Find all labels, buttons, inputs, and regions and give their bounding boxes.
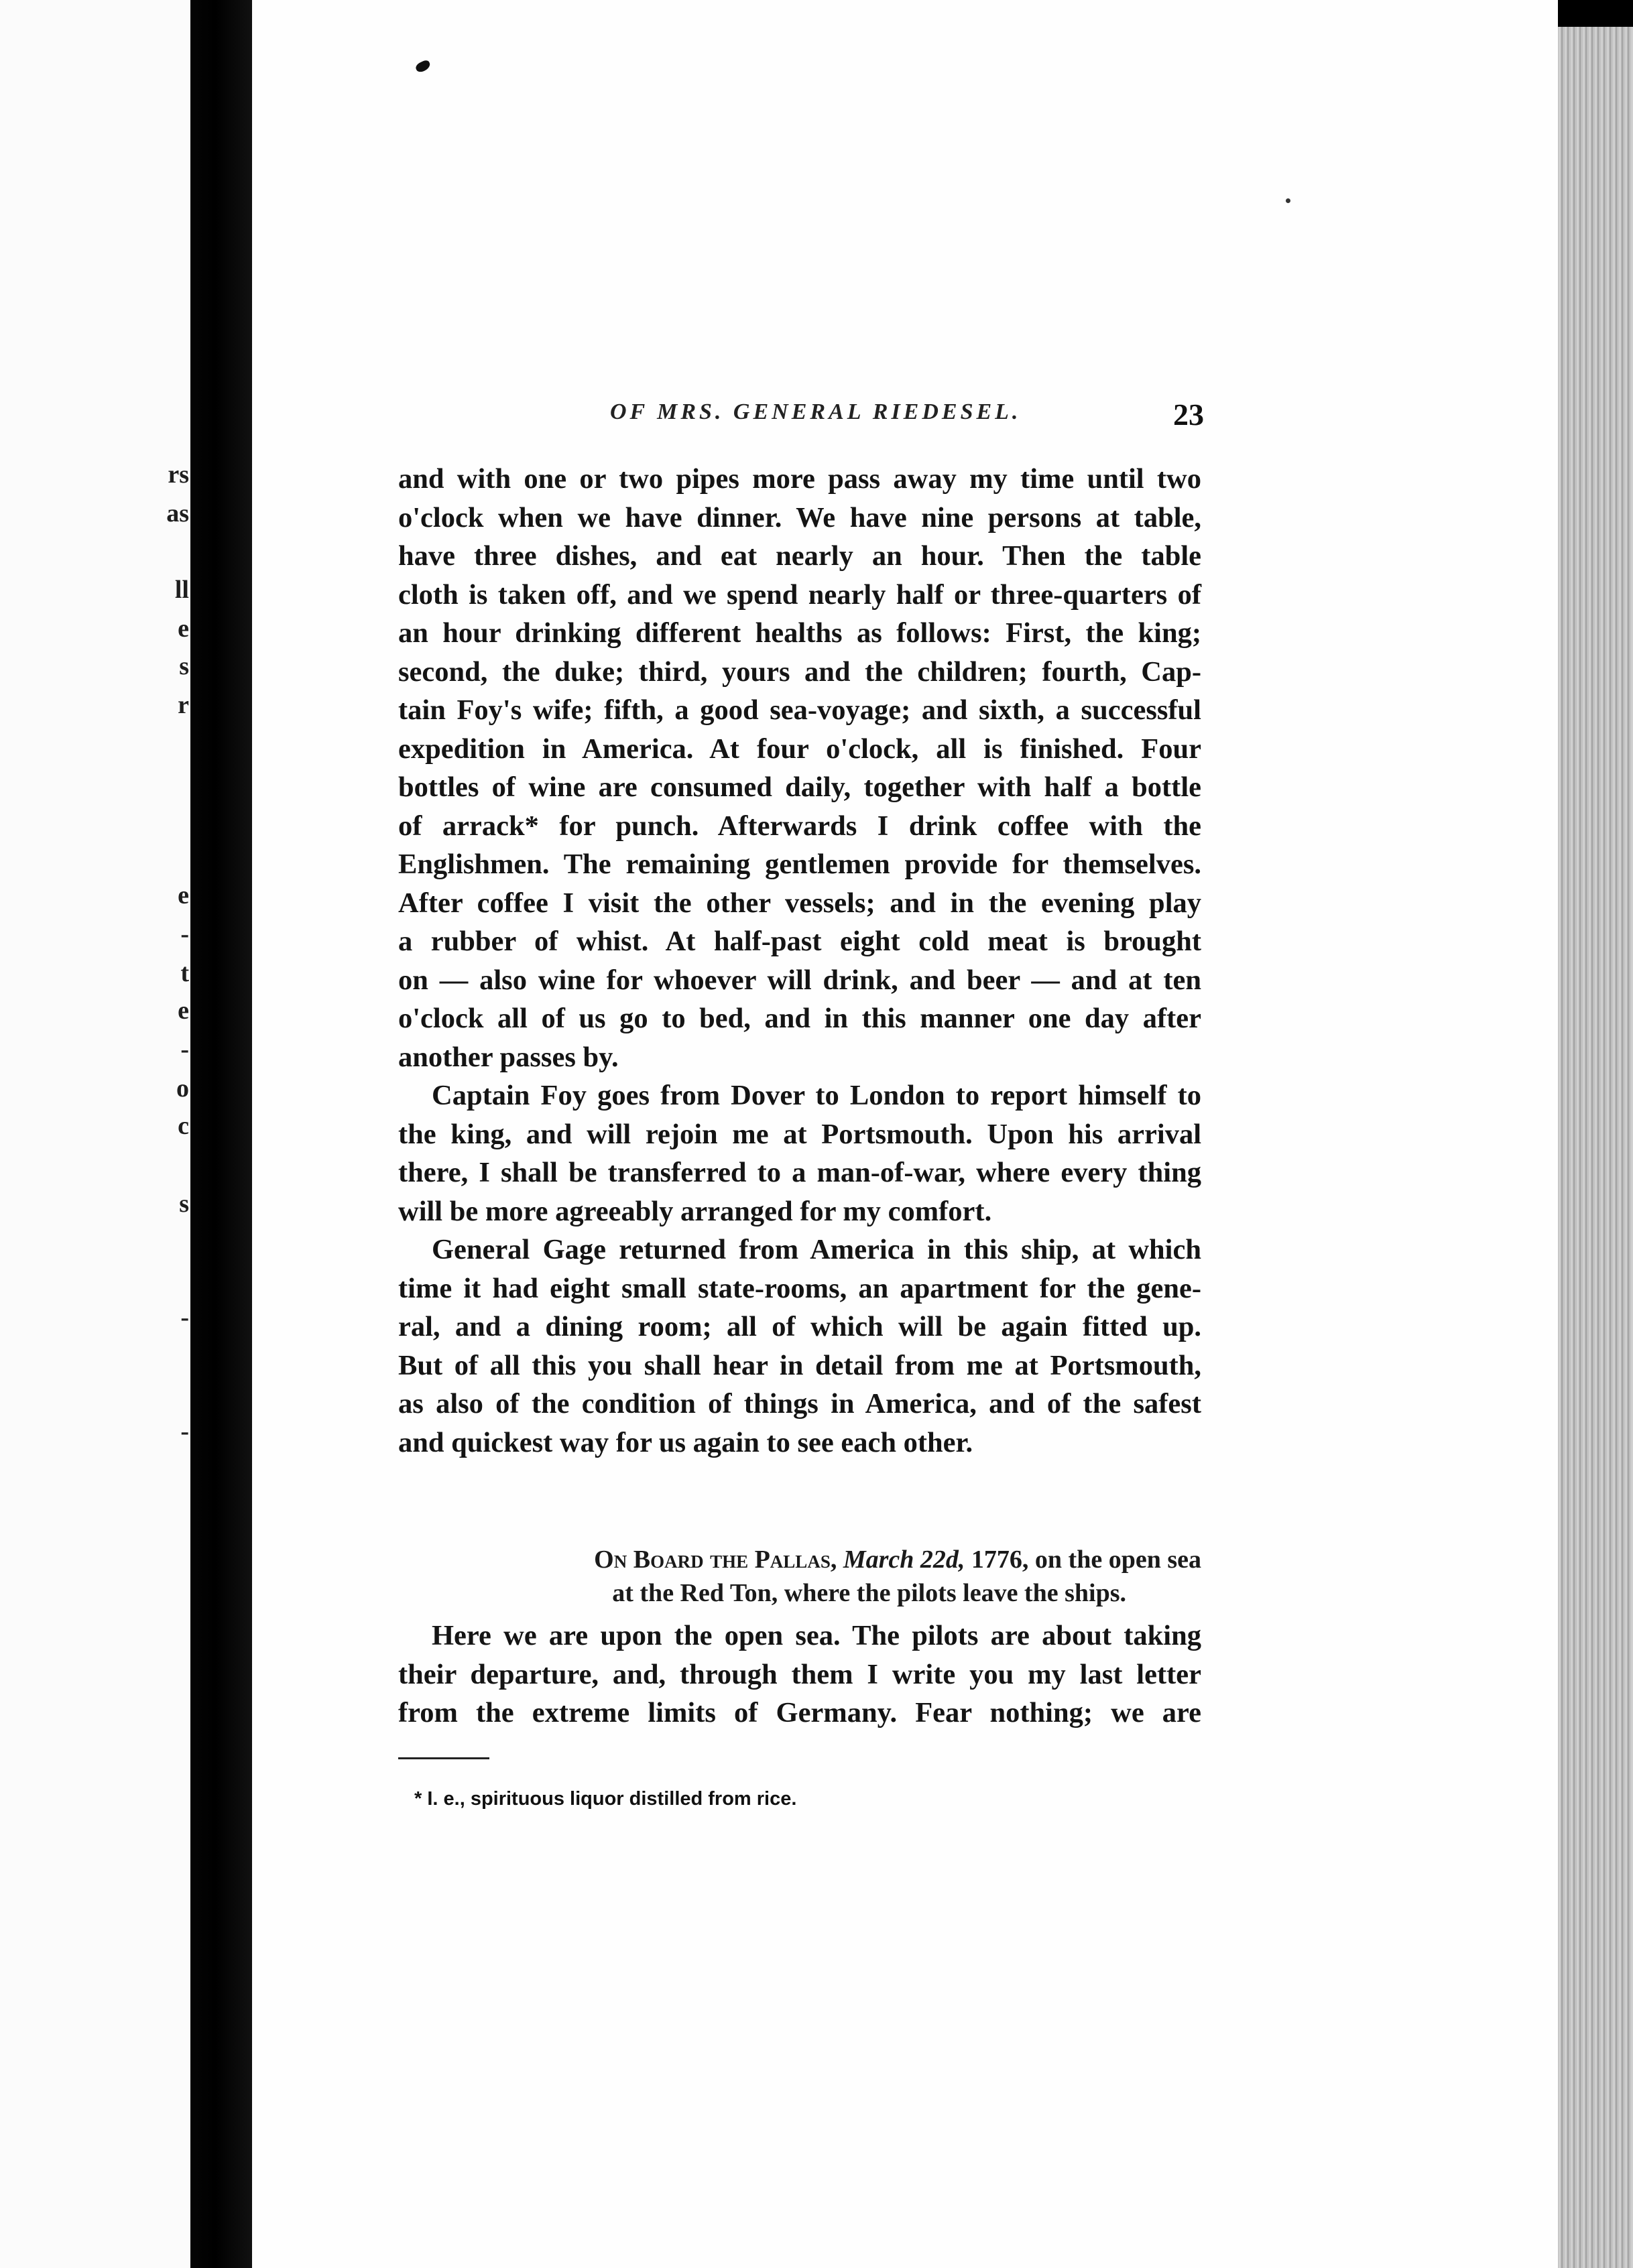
text-line: there, I shall be transferred to a man-of-war, where every thing [398,1157,1201,1188]
fragment: e [178,881,189,909]
book-gutter [190,0,252,2268]
ink-dot [1286,198,1290,203]
fragment: - [180,1304,189,1332]
main-text-block [398,460,1201,1462]
dateline-date: March 22d, [843,1546,965,1574]
text-line: as also of the condition of things in America, and of the safest [398,1388,1201,1420]
background-corner [1558,0,1633,27]
fragment: s [179,652,189,680]
fragment: r [178,691,189,719]
text-line: on — also wine for whoever will drink, and beer — and at ten [398,964,1201,996]
letter-text-block [398,1617,1201,1732]
text-line: o'clock all of us go to bed, and in this manner one day after [398,1003,1201,1034]
text-line: from the extreme limits of Germany. Fear nothing; we are [398,1697,1201,1728]
footnote: * I. e., spirituous liquor distilled from rice. [414,1788,797,1810]
dateline-line2: at the Red Ton, where the pilots leave the ships. [612,1579,1126,1607]
fragment: - [180,1035,189,1064]
fragment: c [178,1112,189,1140]
text-line: General Gage returned from America in this ship, at which [432,1234,1201,1265]
fragment: as [166,499,189,527]
text-line: expedition in America. At four o'clock, all is finished. Four [398,733,1201,765]
text-line: Captain Foy goes from Dover to London to report himself to [432,1080,1201,1111]
text-line: o'clock when we have dinner. We have nine persons at table, [398,501,1201,533]
page-stack-edge [1558,27,1633,2268]
text-line: After coffee I visit the other vessels; and in the evening play [398,887,1201,919]
text-line: their departure, and, through them I write you my last letter [398,1658,1201,1690]
text-line: will be more agreeably arranged for my comfort. [398,1195,992,1227]
text-line: an hour drinking different healths as follows: First, the king; [398,617,1201,649]
text-line: Here we are upon the open sea. The pilots are about taking [432,1620,1201,1651]
fragment: - [180,920,189,948]
dateline-place: On Board the Pallas, [594,1546,837,1574]
text-line: and quickest way for us again to see each other. [398,1426,973,1458]
text-line: of arrack* for punch. Afterwards I drink coffee with the [398,810,1201,842]
text-line: But of all this you shall hear in detail from me at Portsmouth, [398,1349,1201,1381]
fragment: - [180,1418,189,1446]
page-number: 23 [1173,397,1204,432]
text-line: the king, and will rejoin me at Portsmouth. Upon his arrival [398,1118,1201,1150]
text-line: ral, and a dining room; all of which will be again fitted up. [398,1311,1201,1342]
facing-page-text-fragments [164,0,190,2268]
dateline-rest: 1776, on the open sea [971,1546,1201,1574]
text-line: second, the duke; third, yours and the children; fourth, Cap- [398,655,1201,688]
fragment: e [178,997,189,1025]
facing-page-edge [0,0,190,2268]
fragment: s [179,1190,189,1218]
text-line: tain Foy's wife; fifth, a good sea-voyage; and sixth, a successful [398,694,1201,726]
running-head: OF MRS. GENERAL RIEDESEL. [610,399,1022,424]
text-line: have three dishes, and eat nearly an hour. Then the table [398,540,1201,572]
letter-dateline [398,1543,1201,1610]
text-line: a rubber of whist. At half-past eight cold meat is brought [398,926,1201,957]
fragment: ll [174,576,189,604]
text-line: Englishmen. The remaining gentlemen provide for themselves. [398,848,1201,880]
text-line: another passes by. [398,1041,619,1073]
fragment: e [178,615,189,643]
text-line: time it had eight small state-rooms, an apartment for the gene- [398,1272,1201,1304]
text-line: cloth is taken off, and we spend nearly half or three-quarters of [398,578,1201,611]
text-line: bottles of wine are consumed daily, together with half a bottle [398,771,1201,803]
footnote-rule [398,1757,489,1759]
text-line: and with one or two pipes more pass away my time until two [398,463,1201,495]
fragment: rs [168,460,189,489]
fragment: t [180,959,189,987]
fragment: o [176,1074,189,1102]
